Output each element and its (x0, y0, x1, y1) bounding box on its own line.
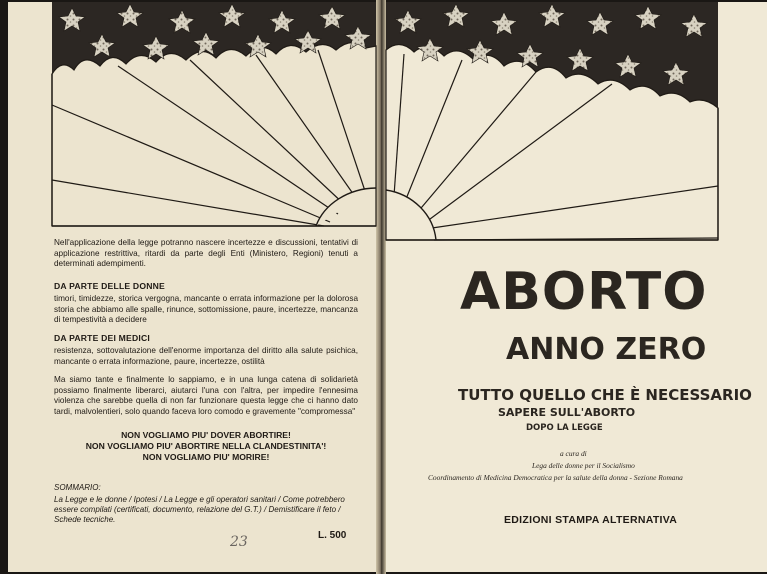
slogan-line: NON VOGLIAMO PIU' DOVER ABORTIRE! (121, 430, 291, 440)
credit-lega: Lega delle donne per il Socialismo (532, 461, 635, 470)
sommario-label: SOMMARIO: (54, 483, 101, 492)
intro-paragraph: Nell'applicazione della legge potranno nascere incertezze e discussioni, tentativi di applicazione restrittiva, ritardi da parte degli Enti (Ministero, Regioni) tenuti a determinati adempimenti. (54, 238, 358, 269)
handwritten-mark: 23 (230, 534, 248, 550)
section-doctors-title: DA PARTE DEI MEDICI (54, 333, 150, 343)
tagline-2: SAPERE SULL'ABORTO (498, 406, 636, 419)
solidarity-paragraph: Ma siamo tante e finalmente lo sappiamo, e in una lunga catena di solidarietà possiamo finalmente liberarci, aiutarci l'una con l'altra, per impedire l'ennesima violenza che sarebbe quella di non far funzionare questa legge che ci hanno dato tardi, malvolentieri, solo quando faceva loro comodo e gravemente "compromessa" (54, 375, 358, 416)
tagline-3: DOPO LA LEGGE (526, 423, 603, 433)
book-subtitle: ANNO ZERO (506, 332, 707, 367)
section-doctors-text: resistenza, sottovalutazione dell'enorme importanza del diritto alla salute psichica, mancante o errata informazione, paure, incertezze, ostilità (54, 346, 358, 366)
credit-coordinamento: Coordinamento di Medicina Democratica per la salute della donna - Sezione Romana (428, 473, 683, 482)
edited-by-label: a cura di (560, 449, 587, 458)
section-women-title: DA PARTE DELLE DONNE (54, 281, 165, 291)
publisher-name: EDIZIONI STAMPA ALTERNATIVA (504, 514, 678, 526)
section-women-text: timori, timidezze, storica vergogna, mancante o errata informazione per la dolorosa storia che abbiamo alle spalle, rinunce, sottomissione, paure, incertezze, mancanza di tempestività a decidere (54, 294, 358, 325)
book-title: ABORTO (460, 262, 708, 322)
cloud-scallops-left (52, 42, 376, 226)
tagline-1: TUTTO QUELLO CHE È NECESSARIO (458, 386, 752, 404)
slogan-line: NON VOGLIAMO PIU' ABORTIRE NELLA CLANDESTINITA'! (85, 441, 327, 451)
price-label: L. 500 (318, 530, 347, 541)
sommario-text: La Legge e le donne / Ipotesi / La Legge e gli operatori sanitari / Come potrebbero essere compilati (certificati, documento, relazione del G.T.) / Demistificare il feto / Schede tecniche. (54, 495, 345, 525)
slogans-block (46, 430, 366, 463)
slogan-line: NON VOGLIAMO PIU' MORIRE! (142, 452, 270, 462)
